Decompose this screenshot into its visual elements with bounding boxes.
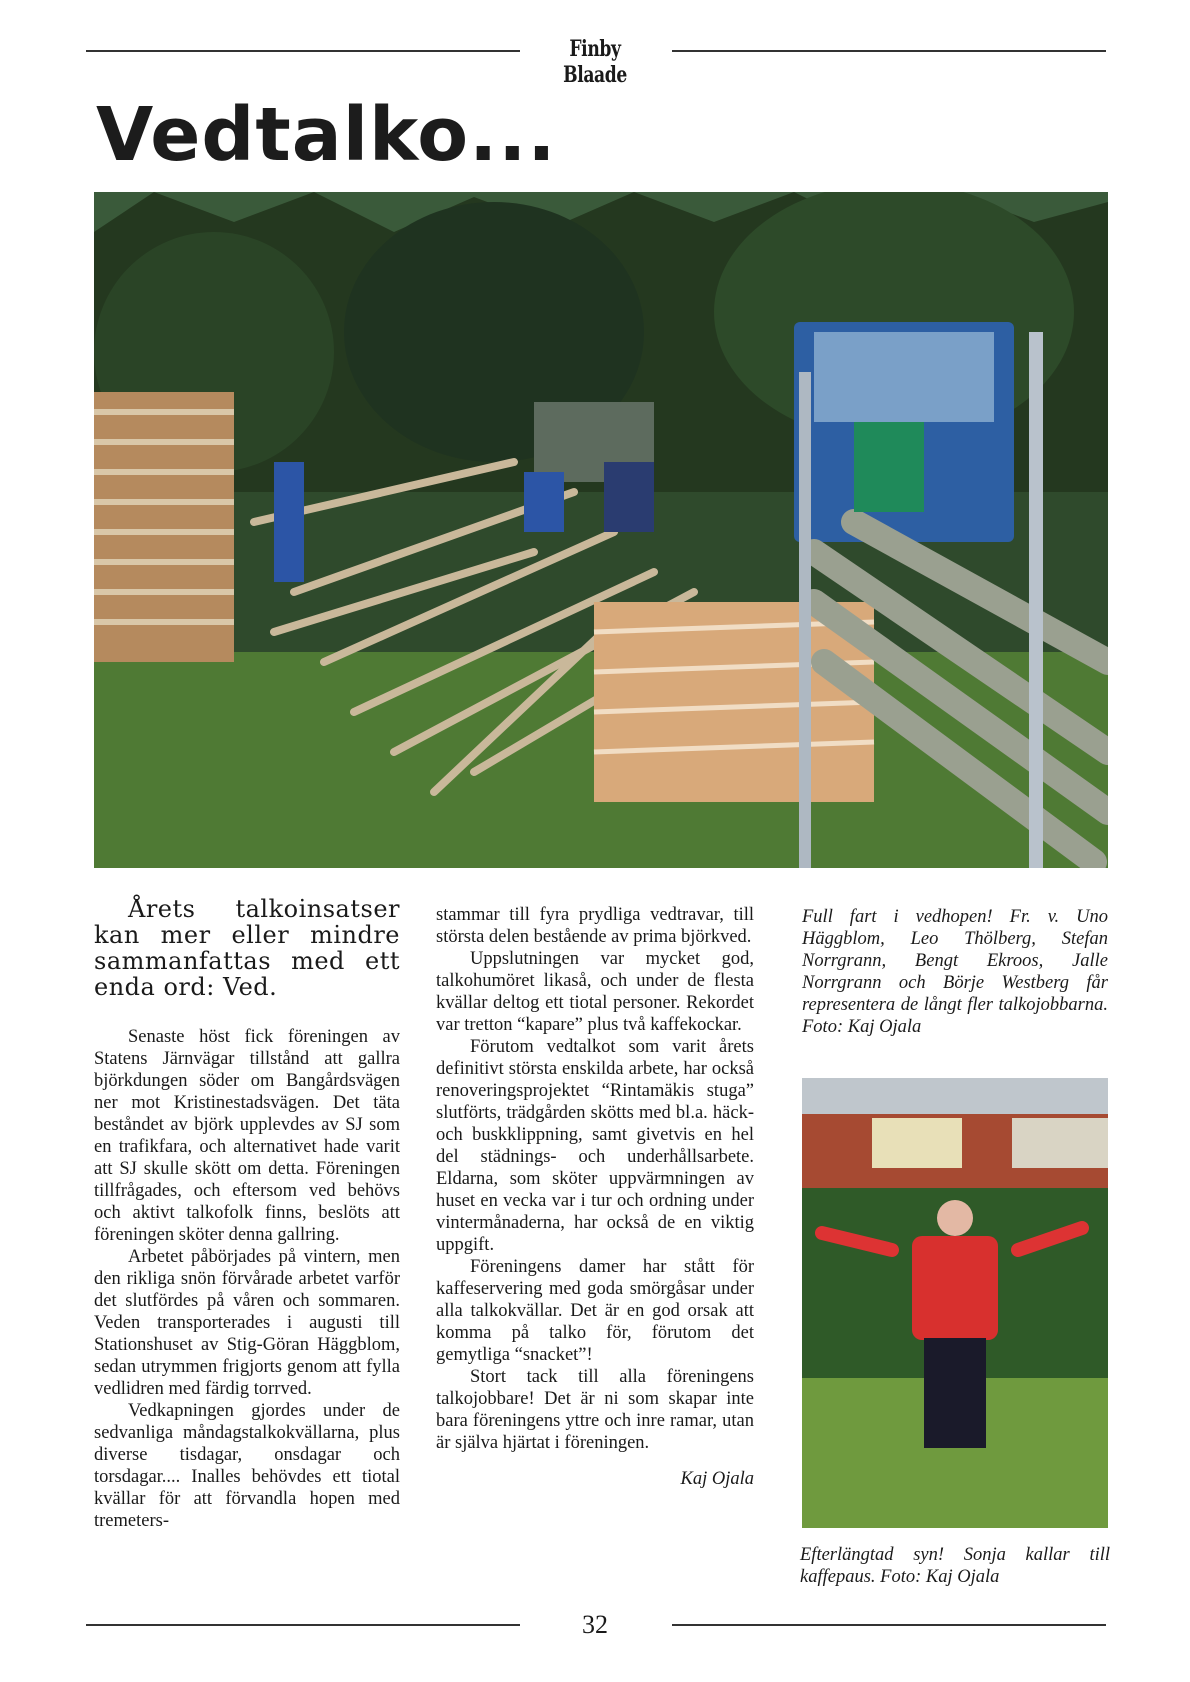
footer-rule-right — [672, 1624, 1106, 1626]
paragraph: Senaste höst fick föreningen av Statens Järnvägar tillstånd att gallra björkdungen söder om Bangårdsvägen ner mot Kristinestadsvägen. Det täta beståndet av björk upplevdes av SJ som en trafikfara, och alternativet hade varit att SJ skulle skött om detta. Föreningen tillfrågades, och eftersom ved behövs och aktivt talkofolk finns, beslöts att föreningen sköter denna gallring. — [94, 1027, 400, 1245]
main-photo-caption: Full fart i vedhopen! Fr. v. Uno Häggblom, Leo Thölberg, Stefan Norrgrann, Bengt Ekroos, Jalle Norrgrann och Börje Westberg får representera de långt fler talkojobbarna. Foto: Kaj Ojala — [802, 907, 1108, 1037]
article-byline: Kaj Ojala — [680, 1469, 754, 1489]
main-photo-woodpile — [94, 192, 1108, 868]
footer-rule-left — [86, 1624, 520, 1626]
second-photo-sonja — [802, 1078, 1108, 1528]
article-lead: Årets talkoinsatser kan mer eller mindre sammanfattas med ett enda ord: Ved. — [94, 895, 400, 1001]
paragraph: stammar till fyra prydliga vedtravar, till största delen bestående av prima björkved. — [436, 905, 754, 947]
publication-title: Finby Blaade — [563, 36, 627, 88]
header-rule-left — [86, 50, 520, 52]
paragraph: Föreningens damer har stått för kaffeservering med goda smörgåsar under alla talkokvällar. Det är en god orsak att komma på talko för, förutom det gemytliga “snacket”! — [436, 1257, 754, 1365]
paragraph: Uppslutningen var mycket god, talkohumöret likaså, och under de flesta kvällar deltog ett tiotal personer. Rekordet var tretton “kapare” plus två kaffekockar. — [436, 949, 754, 1035]
article-column-2 — [436, 904, 754, 1490]
page-number: 32 — [582, 1610, 608, 1639]
paragraph: Stort tack till alla föreningens talkojobbare! Det är ni som skapar inte bara föreningens yttre och inre ramar, utan är själva hjärtat i föreningen. — [436, 1367, 754, 1453]
paragraph: Vedkapningen gjordes under de sedvanliga måndagstalkokvällarna, plus diverse tisdagar, onsdagar och torsdagar.... Inalles behövdes ett tiotal kvällar för att förvandla hopen med tremeters- — [94, 1401, 400, 1531]
header-rule-right — [672, 50, 1106, 52]
article-headline: Vedtalko... — [96, 92, 557, 178]
second-photo-caption: Efterlängtad syn! Sonja kallar till kaffepaus. Foto: Kaj Ojala — [800, 1545, 1110, 1587]
paragraph: Arbetet påbörjades på vintern, men den rikliga snön förvårade arbetet varför det slutfördes på våren och sommaren. Veden transporterades i augusti till Stationshuset av Stig-Göran Häggblom, sedan utrymmen frigjorts genom att fylla vedlidren med färdig torrved. — [94, 1247, 400, 1399]
paragraph: Förutom vedtalkot som varit årets definitivt största enskilda arbete, har också renoveringsprojektet “Rintamäkis stuga” slutförts, trädgården skötts med bl.a. häck- och buskklippning, samt givetvis en hel del städnings- och underhållsarbete. Eldarna, som sköter uppvärmningen av huset en vecka var i tur och ordning under vintermånaderna, har också de en viktig uppgift. — [436, 1037, 754, 1255]
article-column-1 — [94, 896, 400, 1532]
